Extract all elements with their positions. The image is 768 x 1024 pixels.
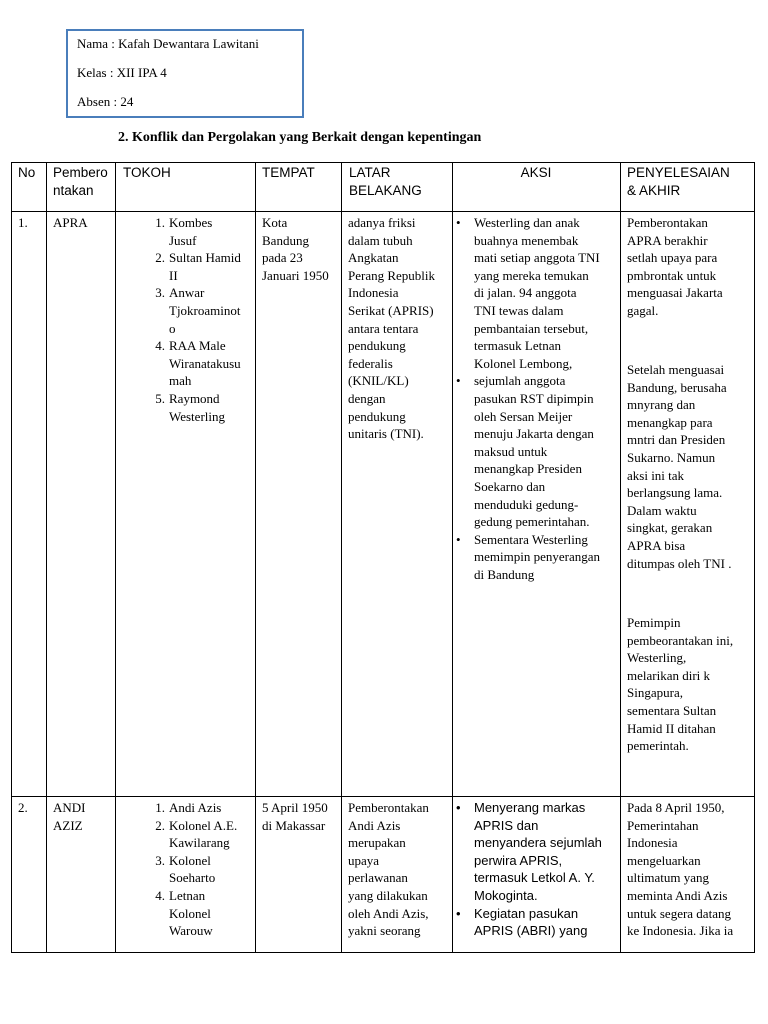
header-aksi: AKSI: [520, 165, 552, 180]
row1-tempat: Kota Bandung pada 23 Januari 1950: [262, 215, 329, 283]
list-item: 5. Raymond Westerling: [155, 390, 225, 424]
row1-name: APRA: [53, 215, 88, 230]
row2-tempat: 5 April 1950 di Makassar: [262, 800, 328, 833]
header-penyelesaian-line: & AKHIR: [627, 183, 681, 198]
header-tokoh: TOKOH: [123, 165, 171, 180]
row2-no: 2.: [18, 800, 28, 815]
header-latar-line: BELAKANG: [349, 183, 422, 198]
header-pemberontakan: [53, 164, 108, 200]
row2-name: ANDI AZIZ: [53, 800, 86, 833]
header-no: No: [18, 165, 36, 180]
identity-box: [66, 29, 304, 118]
row1-no: 1.: [18, 215, 28, 230]
row1-penyelesaian-para2: Setelah menguasai Bandung, berusaha mnyrang dan menangkap para mntri dan Presiden Sukarno. Namun aksi ini tak berlangsung lama. Dalam waktu singkat, gerakan APRA bisa ditumpas oleh TNI .: [627, 362, 732, 571]
header-latar-line: LATAR: [349, 165, 391, 180]
list-item: 1. Kombes Jusuf: [155, 215, 213, 248]
list-item: • Menyerang markas APRIS dan menyandera sejumlah perwira APRIS, termasuk Letkol A. Y. Mokoginta.: [456, 800, 602, 903]
row1-latar: adanya friksi dalam tubuh Angkatan Perang Republik Indonesia Serikat (APRIS) antara tentara pendukung federalis (KNIL/KL) dengan pendukung unitaris (TNI).: [348, 215, 436, 442]
row2-tokoh: [147, 799, 255, 940]
list-item: 2. Kolonel A.E. Kawilarang: [155, 817, 238, 851]
row1-aksi: [455, 214, 620, 583]
list-item: 4. Letnan Kolonel Warouw: [155, 887, 213, 939]
row1-penyelesaian-para3: Pemimpin pembeorantakan ini, Westerling, melarikan diri k Singapura, sementara Sultan Hamid II ditahan pemerintah.: [627, 615, 734, 754]
row2-aksi: [455, 799, 620, 940]
header-tempat: TEMPAT: [262, 165, 315, 180]
list-item: 3. Anwar Tjokroaminot o: [155, 285, 241, 336]
list-item: 2. Sultan Hamid II: [155, 250, 241, 283]
row2-penyelesaian: Pada 8 April 1950, Pemerintahan Indonesia mengeluarkan ultimatum yang meminta Andi Azis untuk segera datang ke Indonesia. Jika ia: [627, 800, 734, 939]
student-name: Nama : Kafah Dewantara Lawitani: [77, 36, 259, 51]
header-penyelesaian: [627, 164, 730, 200]
list-item: • Kegiatan pasukan APRIS (ABRI) yang: [456, 905, 588, 939]
header-pemberontakan-line: ntakan: [53, 183, 94, 198]
student-class: Kelas : XII IPA 4: [77, 65, 167, 80]
row1-penyelesaian-para1: Pemberontakan APRA berakhir setlah upaya para pmbrontak untuk menguasai Jakarta gagal.: [627, 215, 723, 318]
header-latar: [349, 164, 422, 200]
list-item: • Sementara Westerling memimpin penyerangan di Bandung: [456, 531, 600, 582]
section-heading: 2. Konflik dan Pergolakan yang Berkait dengan kepentingan: [118, 130, 482, 145]
row2-latar: Pemberontakan Andi Azis merupakan upaya perlawanan yang dilakukan oleh Andi Azis, yakni seorang: [348, 800, 429, 939]
student-absen: Absen : 24: [77, 94, 134, 109]
list-item: 1. Andi Azis: [155, 800, 222, 815]
list-item: 4. RAA Male Wiranatakusu mah: [155, 338, 241, 389]
list-item: • Westerling dan anak buahnya menembak mati setiap anggota TNI yang mereka temukan di jalan. 94 anggota TNI tewas dalam pembantaian tersebut, termasuk Letnan Kolonel Lembong,: [456, 215, 600, 371]
header-pemberontakan-line: Pembero: [53, 165, 108, 180]
row1-tokoh: [147, 214, 255, 425]
list-item: • sejumlah anggota pasukan RST dipimpin oleh Sersan Meijer menuju Jakarta dengan maksud untuk menangkap Presiden Soekarno dan menduduki gedung- gedung pemerintahan.: [456, 373, 594, 530]
header-penyelesaian-line: PENYELESAIAN: [627, 165, 730, 180]
list-item: 3. Kolonel Soeharto: [155, 852, 216, 886]
